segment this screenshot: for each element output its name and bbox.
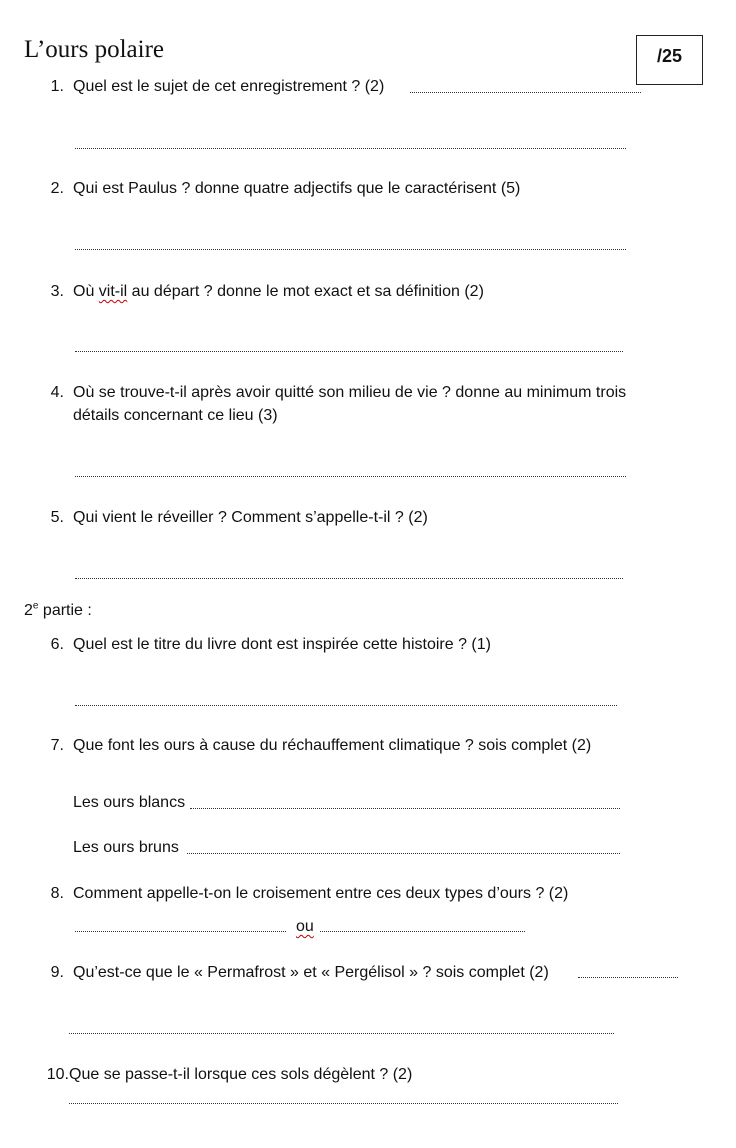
question-text-4-line2: détails concernant ce lieu (3) [73,407,278,424]
answer-line-8b[interactable] [320,931,525,932]
page-title: L’ours polaire [24,36,165,63]
answer-line-7a[interactable] [190,808,620,809]
part-2-superscript: e [32,600,39,612]
question-number-8: 8. [50,885,64,902]
question-number-10: 10. [46,1066,69,1083]
question-text-5: Qui vient le réveiller ? Comment s’appelle-t-il ? (2) [73,509,428,526]
answer-line-6[interactable] [75,705,617,706]
part-2-label: partie : [38,602,92,619]
answer-line-8a[interactable] [75,931,286,932]
question-number-3: 3. [50,283,64,300]
question-number-1: 1. [50,78,64,95]
answer-line-9b[interactable] [69,1033,614,1034]
question-text-3-post: au départ ? donne le mot exact et sa définition (2) [127,283,484,300]
question-text-4-line1: Où se trouve-t-il après avoir quitté son milieu de vie ? donne au minimum trois [73,384,627,401]
answer-line-1a[interactable] [410,92,641,93]
question-text-8: Comment appelle-t-on le croisement entre ces deux types d’ours ? (2) [73,885,569,902]
answer-label-white-bears: Les ours blancs [73,794,186,811]
question-number-4: 4. [50,384,64,401]
question-text-3 [73,283,484,301]
question-text-7: Que font les ours à cause du réchauffement climatique ? sois complet (2) [73,737,592,754]
answer-line-9a[interactable] [578,977,678,978]
question-text-1: Quel est le sujet de cet enregistrement ? (2) [73,78,385,95]
question-number-7: 7. [50,737,64,754]
answer-line-3[interactable] [75,351,623,352]
question-number-5: 5. [50,509,64,526]
question-text-3-pre: Où [73,283,99,300]
question-text-6: Quel est le titre du livre dont est inspirée cette histoire ? (1) [73,636,491,653]
question-number-6: 6. [50,636,64,653]
score-total: /25 [656,46,683,66]
part-2-number: 2 [24,602,33,619]
answer-line-7b[interactable] [187,853,620,854]
question-text-2: Qui est Paulus ? donne quatre adjectifs que le caractérisent (5) [73,180,521,197]
question-text-9: Qu’est-ce que le « Permafrost » et « Pergélisol » ? sois complet (2) [73,964,549,981]
answer-line-10[interactable] [69,1103,618,1104]
spellcheck-flagged-word: vit-il [98,283,128,300]
answer-line-2[interactable] [75,249,626,250]
answer-line-4[interactable] [75,476,626,477]
answer-label-brown-bears: Les ours bruns [73,839,179,856]
answer-line-1b[interactable] [75,148,626,149]
question-text-10: Que se passe-t-il lorsque ces sols dégèlent ? (2) [69,1066,413,1083]
answer-line-5[interactable] [75,578,623,579]
score-box [636,35,703,85]
or-word: ou [296,918,314,935]
part-2-heading [24,602,92,620]
question-number-9: 9. [50,964,64,981]
question-number-2: 2. [50,180,64,197]
